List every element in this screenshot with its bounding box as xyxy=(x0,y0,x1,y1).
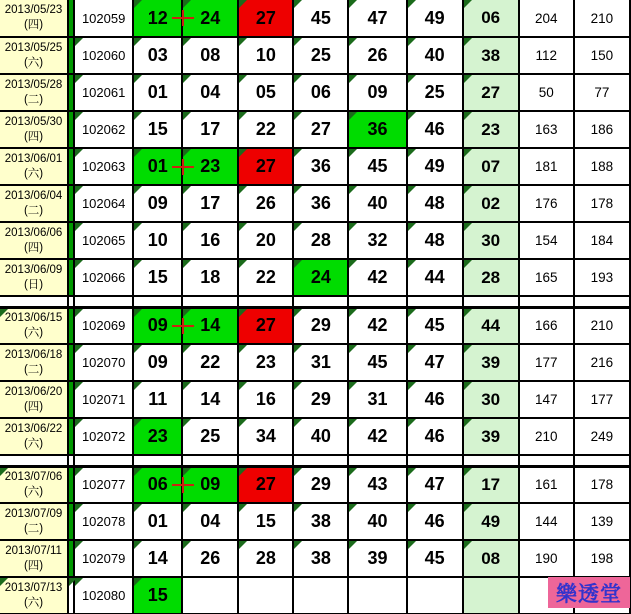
number-cell: 27 xyxy=(238,0,293,37)
group-separator-row xyxy=(0,296,630,307)
number-cell: 25 xyxy=(182,418,238,455)
special-number-cell: 23 xyxy=(463,111,519,148)
weekday-text: (四) xyxy=(23,241,44,254)
number-cell: 12 xyxy=(133,0,182,37)
number-cell: 14 xyxy=(133,540,182,577)
special-number-cell: 44 xyxy=(463,307,519,344)
weekday-text: (四) xyxy=(23,19,44,31)
separator-cell xyxy=(463,455,519,466)
date-text: 2013/06/15 xyxy=(4,311,63,324)
draw-number-cell: 102077 xyxy=(74,466,133,503)
number-cell: 43 xyxy=(348,466,406,503)
number-cell: 15 xyxy=(133,577,182,614)
date-text: 2013/06/09 xyxy=(4,263,63,276)
stat-cell: 181 xyxy=(519,148,574,185)
separator-cell xyxy=(0,455,68,466)
draw-number-cell: 102062 xyxy=(74,111,133,148)
number-cell: 09 xyxy=(133,344,182,381)
result-row xyxy=(0,74,630,111)
date-cell xyxy=(0,259,68,296)
weekday-text: (二) xyxy=(23,522,44,535)
number-cell: 22 xyxy=(238,111,293,148)
separator-cell xyxy=(348,296,406,307)
result-row xyxy=(0,111,630,148)
number-cell: 29 xyxy=(293,381,348,418)
number-cell: 47 xyxy=(407,344,463,381)
stat-cell: 210 xyxy=(574,307,630,344)
number-cell: 27 xyxy=(238,307,293,344)
number-cell: 49 xyxy=(407,148,463,185)
number-cell: 27 xyxy=(293,111,348,148)
date-cell xyxy=(0,577,68,614)
number-cell: 39 xyxy=(348,540,406,577)
date-text: 2013/05/23 xyxy=(4,4,63,17)
weekday-text: (日) xyxy=(23,278,44,291)
weekday-text: (四) xyxy=(23,400,44,413)
draw-number-cell: 102069 xyxy=(74,307,133,344)
weekday-text: (六) xyxy=(23,437,44,450)
number-cell: 09 xyxy=(348,74,406,111)
result-row xyxy=(0,503,630,540)
stat-cell: 188 xyxy=(574,148,630,185)
stat-cell: 186 xyxy=(574,111,630,148)
number-cell: 24 xyxy=(182,0,238,37)
number-cell: 17 xyxy=(182,185,238,222)
number-cell: 45 xyxy=(348,344,406,381)
special-number-cell: 06 xyxy=(463,0,519,37)
watermark-lotto-site-logo: 樂透堂 xyxy=(548,577,630,608)
group-separator-row xyxy=(0,455,630,466)
number-cell: 42 xyxy=(348,307,406,344)
date-cell xyxy=(0,74,68,111)
stat-cell: 77 xyxy=(574,74,630,111)
number-cell: 40 xyxy=(348,503,406,540)
number-cell: 06 xyxy=(133,466,182,503)
stat-cell: 216 xyxy=(574,344,630,381)
number-cell: 14 xyxy=(182,307,238,344)
stat-cell: 139 xyxy=(574,503,630,540)
separator-cell xyxy=(74,455,133,466)
date-text: 2013/07/11 xyxy=(5,544,62,557)
stat-cell: 204 xyxy=(519,0,574,37)
result-row xyxy=(0,381,630,418)
result-row xyxy=(0,0,630,37)
separator-cell xyxy=(74,296,133,307)
number-cell: 26 xyxy=(238,185,293,222)
date-text: 2013/07/13 xyxy=(4,581,63,594)
date-cell xyxy=(0,503,68,540)
special-number-cell xyxy=(463,577,519,614)
special-number-cell: 02 xyxy=(463,185,519,222)
number-cell xyxy=(348,577,406,614)
separator-cell xyxy=(519,296,574,307)
date-text: 2013/06/18 xyxy=(4,348,63,361)
number-cell: 38 xyxy=(293,540,348,577)
number-cell: 01 xyxy=(133,74,182,111)
draw-number-cell: 102059 xyxy=(74,0,133,37)
number-cell: 38 xyxy=(293,503,348,540)
number-cell: 14 xyxy=(182,381,238,418)
number-cell: 40 xyxy=(407,37,463,74)
date-text: 2013/05/25 xyxy=(4,41,63,54)
number-cell: 08 xyxy=(182,37,238,74)
number-cell: 16 xyxy=(182,222,238,259)
stat-cell: 210 xyxy=(519,418,574,455)
stat-cell: 176 xyxy=(519,185,574,222)
stat-cell: 50 xyxy=(519,74,574,111)
stat-cell: 178 xyxy=(574,466,630,503)
date-cell xyxy=(0,418,68,455)
draw-number-cell: 102066 xyxy=(74,259,133,296)
weekday-text: (二) xyxy=(23,204,44,217)
number-cell: 47 xyxy=(407,466,463,503)
separator-cell xyxy=(238,296,293,307)
stat-cell: 147 xyxy=(519,381,574,418)
separator-cell xyxy=(407,455,463,466)
number-cell: 42 xyxy=(348,418,406,455)
result-row xyxy=(0,307,630,344)
number-cell: 16 xyxy=(238,381,293,418)
stat-cell: 177 xyxy=(574,381,630,418)
number-cell: 49 xyxy=(407,0,463,37)
date-cell xyxy=(0,344,68,381)
number-cell: 09 xyxy=(133,185,182,222)
date-cell xyxy=(0,540,68,577)
draw-number-cell: 102060 xyxy=(74,37,133,74)
number-cell: 15 xyxy=(238,503,293,540)
number-cell: 46 xyxy=(407,503,463,540)
stat-cell: 150 xyxy=(574,37,630,74)
special-number-cell: 49 xyxy=(463,503,519,540)
number-cell: 09 xyxy=(182,466,238,503)
date-text: 2013/05/28 xyxy=(4,78,63,91)
number-cell: 45 xyxy=(293,0,348,37)
weekday-text: (六) xyxy=(23,167,44,180)
separator-cell xyxy=(463,296,519,307)
separator-cell xyxy=(293,455,348,466)
number-cell: 48 xyxy=(407,222,463,259)
draw-number-cell: 102078 xyxy=(74,503,133,540)
number-cell: 10 xyxy=(238,37,293,74)
stat-cell: 161 xyxy=(519,466,574,503)
weekday-text: (二) xyxy=(23,93,44,106)
stat-cell: 184 xyxy=(574,222,630,259)
number-cell: 03 xyxy=(133,37,182,74)
weekday-text: (四) xyxy=(23,559,44,572)
number-cell: 15 xyxy=(133,259,182,296)
draw-number-cell: 102064 xyxy=(74,185,133,222)
number-cell xyxy=(182,577,238,614)
date-text: 2013/06/20 xyxy=(4,385,63,398)
result-row xyxy=(0,466,630,503)
draw-number-cell: 102080 xyxy=(74,577,133,614)
number-cell: 45 xyxy=(348,148,406,185)
number-cell: 04 xyxy=(182,503,238,540)
number-cell: 36 xyxy=(348,111,406,148)
date-cell xyxy=(0,222,68,259)
date-cell xyxy=(0,381,68,418)
number-cell: 40 xyxy=(293,418,348,455)
separator-cell xyxy=(348,455,406,466)
separator-cell xyxy=(574,455,630,466)
date-cell xyxy=(0,111,68,148)
number-cell xyxy=(238,577,293,614)
result-row xyxy=(0,37,630,74)
stat-cell: 154 xyxy=(519,222,574,259)
date-cell xyxy=(0,148,68,185)
draw-number-cell: 102079 xyxy=(74,540,133,577)
number-cell: 18 xyxy=(182,259,238,296)
number-cell: 22 xyxy=(182,344,238,381)
weekday-text: (六) xyxy=(23,326,44,339)
stat-cell: 166 xyxy=(519,307,574,344)
draw-number-cell: 102063 xyxy=(74,148,133,185)
number-cell: 29 xyxy=(293,307,348,344)
result-row xyxy=(0,344,630,381)
date-cell xyxy=(0,37,68,74)
result-row xyxy=(0,259,630,296)
weekday-text: (六) xyxy=(23,596,44,609)
number-cell: 17 xyxy=(182,111,238,148)
number-cell xyxy=(407,577,463,614)
number-cell: 32 xyxy=(348,222,406,259)
separator-cell xyxy=(133,455,182,466)
special-number-cell: 39 xyxy=(463,344,519,381)
number-cell: 45 xyxy=(407,307,463,344)
number-cell: 28 xyxy=(238,540,293,577)
number-cell: 34 xyxy=(238,418,293,455)
special-number-cell: 08 xyxy=(463,540,519,577)
number-cell: 24 xyxy=(293,259,348,296)
number-cell: 01 xyxy=(133,503,182,540)
number-cell: 11 xyxy=(133,381,182,418)
result-row xyxy=(0,185,630,222)
weekday-text: (六) xyxy=(23,56,44,69)
separator-cell xyxy=(293,296,348,307)
special-number-cell: 17 xyxy=(463,466,519,503)
special-number-cell: 07 xyxy=(463,148,519,185)
result-row xyxy=(0,577,630,614)
date-text: 2013/06/01 xyxy=(4,152,63,165)
result-row xyxy=(0,148,630,185)
separator-cell xyxy=(0,296,68,307)
number-cell: 23 xyxy=(238,344,293,381)
number-cell: 22 xyxy=(238,259,293,296)
special-number-cell: 28 xyxy=(463,259,519,296)
number-cell: 05 xyxy=(238,74,293,111)
stat-cell: 210 xyxy=(574,0,630,37)
number-cell: 15 xyxy=(133,111,182,148)
special-number-cell: 38 xyxy=(463,37,519,74)
number-cell: 27 xyxy=(238,466,293,503)
draw-number-cell: 102061 xyxy=(74,74,133,111)
draw-number-cell: 102071 xyxy=(74,381,133,418)
date-cell xyxy=(0,466,68,503)
stat-cell: 193 xyxy=(574,259,630,296)
separator-cell xyxy=(574,296,630,307)
number-cell: 01 xyxy=(133,148,182,185)
number-cell xyxy=(293,577,348,614)
number-cell: 46 xyxy=(407,418,463,455)
number-cell: 28 xyxy=(293,222,348,259)
special-number-cell: 27 xyxy=(463,74,519,111)
number-cell: 26 xyxy=(182,540,238,577)
number-cell: 04 xyxy=(182,74,238,111)
number-cell: 23 xyxy=(182,148,238,185)
stat-cell: 190 xyxy=(519,540,574,577)
stat-cell: 144 xyxy=(519,503,574,540)
draw-number-cell: 102070 xyxy=(74,344,133,381)
separator-cell xyxy=(182,455,238,466)
separator-cell xyxy=(182,296,238,307)
stat-cell: 163 xyxy=(519,111,574,148)
date-text: 2013/07/09 xyxy=(4,507,63,520)
date-text: 2013/06/22 xyxy=(4,422,63,435)
draw-number-cell: 102065 xyxy=(74,222,133,259)
stat-cell: 249 xyxy=(574,418,630,455)
special-number-cell: 39 xyxy=(463,418,519,455)
number-cell: 46 xyxy=(407,381,463,418)
number-cell: 10 xyxy=(133,222,182,259)
special-number-cell: 30 xyxy=(463,222,519,259)
date-cell xyxy=(0,0,68,37)
number-cell: 09 xyxy=(133,307,182,344)
number-cell: 06 xyxy=(293,74,348,111)
special-number-cell: 30 xyxy=(463,381,519,418)
stat-cell: 165 xyxy=(519,259,574,296)
number-cell: 23 xyxy=(133,418,182,455)
date-cell xyxy=(0,185,68,222)
date-cell xyxy=(0,307,68,344)
number-cell: 27 xyxy=(238,148,293,185)
number-cell: 31 xyxy=(348,381,406,418)
number-cell: 29 xyxy=(293,466,348,503)
stat-cell: 177 xyxy=(519,344,574,381)
separator-cell xyxy=(519,455,574,466)
result-row xyxy=(0,418,630,455)
result-row xyxy=(0,540,630,577)
number-cell: 44 xyxy=(407,259,463,296)
stat-cell: 198 xyxy=(574,540,630,577)
number-cell: 36 xyxy=(293,185,348,222)
stat-cell: 178 xyxy=(574,185,630,222)
weekday-text: (二) xyxy=(23,363,44,376)
number-cell: 48 xyxy=(407,185,463,222)
number-cell: 31 xyxy=(293,344,348,381)
number-cell: 45 xyxy=(407,540,463,577)
number-cell: 42 xyxy=(348,259,406,296)
number-cell: 25 xyxy=(407,74,463,111)
number-cell: 26 xyxy=(348,37,406,74)
number-cell: 20 xyxy=(238,222,293,259)
separator-cell xyxy=(407,296,463,307)
stat-cell: 112 xyxy=(519,37,574,74)
separator-cell xyxy=(133,296,182,307)
number-cell: 47 xyxy=(348,0,406,37)
date-text: 2013/06/04 xyxy=(4,189,63,202)
number-cell: 36 xyxy=(293,148,348,185)
number-cell: 46 xyxy=(407,111,463,148)
result-row xyxy=(0,222,630,259)
date-text: 2013/07/06 xyxy=(4,470,63,483)
number-cell: 25 xyxy=(293,37,348,74)
weekday-text: (四) xyxy=(23,130,44,143)
weekday-text: (六) xyxy=(23,485,44,498)
date-text: 2013/05/30 xyxy=(4,115,63,128)
date-text: 2013/06/06 xyxy=(4,226,63,239)
draw-number-cell: 102072 xyxy=(74,418,133,455)
separator-cell xyxy=(238,455,293,466)
number-cell: 40 xyxy=(348,185,406,222)
